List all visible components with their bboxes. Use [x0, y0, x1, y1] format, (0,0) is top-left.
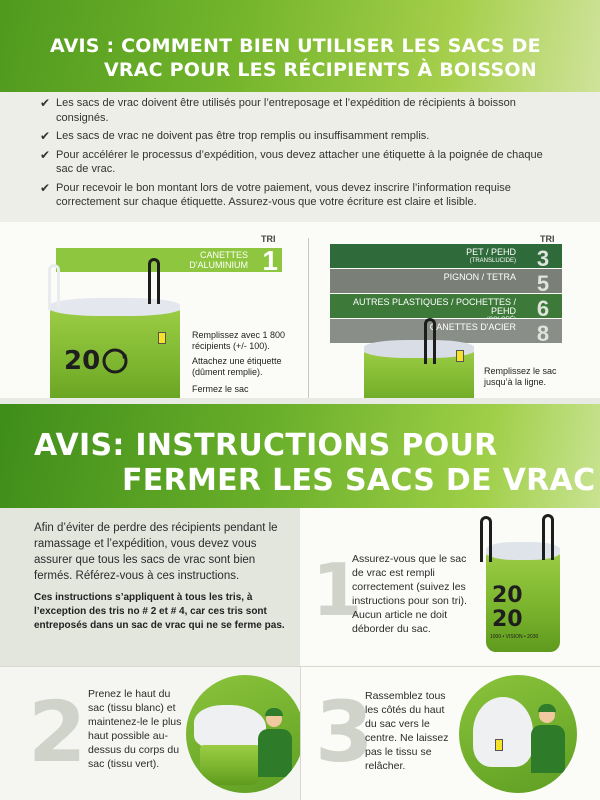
divider: [308, 238, 309, 398]
tag-icon: [158, 332, 166, 344]
checkmark-icon: ✔: [40, 180, 51, 195]
step-2-panel: [0, 666, 300, 800]
sort-numbers: [530, 246, 556, 346]
bullet-text: Pour recevoir le bon montant lors de votre paiement, vous devez inscrire l’information requise correctement sur chaque étiquette. Assurez-vous que votre écriture est claire et lisible.: [56, 181, 511, 208]
recycle-icon: [100, 346, 130, 376]
worker-cap: [265, 708, 283, 716]
sort-number: 3: [536, 246, 550, 271]
step-2-illustration: [186, 675, 304, 793]
tag-icon: [456, 350, 464, 362]
sort-rows: [330, 244, 562, 344]
step-number: 3: [315, 683, 374, 781]
cans-note-fill: Remplissez avec 1 800 récipients (+/- 100).: [192, 330, 286, 351]
top-title: [40, 34, 560, 82]
sort-sublabel: (TRANSLUCIDE): [469, 258, 516, 264]
bag-handle: [48, 264, 60, 310]
worker-figure: [531, 725, 565, 773]
tag-icon: [495, 739, 503, 751]
bullet-text: Les sacs de vrac ne doivent pas être trop remplis ou insuffisamment remplis.: [56, 130, 430, 142]
step-3-panel: [300, 666, 600, 800]
bullet-text: Pour accélérer le processus d’expédition, vous devez attacher une étiquette à la poignée de chaque sac de vrac.: [56, 148, 543, 175]
step-number: 1: [312, 548, 363, 632]
top-header-banner: [0, 0, 600, 92]
logo-tagline: 1000 • VISION • 2030: [490, 634, 539, 640]
cans-label-line1: CANETTES: [199, 250, 248, 260]
top-title-line1: AVIS : COMMENT BIEN UTILISER LES SACS DE: [50, 35, 541, 57]
logo-20: 20: [64, 346, 101, 376]
sort-label: PIGNON / TETRA: [443, 272, 516, 282]
sort-row-tetra: [330, 269, 562, 293]
top-title-line2: VRAC POUR LES RÉCIPIENTS À BOISSON: [104, 59, 537, 81]
bottom-title: [34, 428, 595, 498]
step-1-panel: [300, 508, 600, 666]
white-fabric: [194, 705, 266, 749]
top-notice-sheet: [0, 0, 600, 398]
tri-label: TRI: [540, 234, 555, 244]
cans-note-tag: Attachez une étiquette (dûment remplie).: [192, 356, 282, 377]
bullet-item: [40, 96, 560, 125]
cans-note-close: Fermez le sac: [192, 384, 249, 394]
bag-handle: [480, 516, 492, 562]
step-number: 2: [28, 683, 87, 781]
step-text: Rassemblez tous les côtés du haut du sac vers le centre. Ne laissez pas le tissu se relâcher.: [365, 690, 449, 772]
bulk-bag-illustration: [50, 308, 180, 398]
bag-top-fabric: [50, 298, 180, 316]
sort-number: 1: [262, 245, 278, 276]
bulk-bag-illustration: [486, 552, 560, 652]
worker-cap: [538, 704, 556, 712]
sort-label: PET / PEHD: [466, 247, 516, 257]
bag-body: [200, 745, 260, 785]
worker-figure: [258, 729, 292, 777]
fill-line-note: Remplissez le sac jusqu’à la ligne.: [484, 366, 557, 387]
sort-illustrations: [0, 222, 600, 398]
checkmark-icon: ✔: [40, 147, 51, 162]
tri-label: TRI: [261, 234, 276, 244]
bottom-header-banner: [0, 404, 600, 508]
bullet-text: Les sacs de vrac doivent être utilisés pour l’entreposage et l’expédition de récipients à boisson consignés.: [56, 97, 516, 124]
intro-text: Afin d’éviter de perdre des récipients pendant le ramassage et l’expédition, vous devez vous assurer que tous les sacs de vrac sont bien fermés. Référez-vous à ces instructions.: [34, 522, 278, 582]
bottom-title-line1: AVIS: INSTRUCTIONS POUR: [34, 428, 498, 463]
logo-20: 20 20: [492, 583, 523, 632]
sort-number: 6: [536, 296, 550, 321]
checkmark-icon: ✔: [40, 129, 51, 143]
sort-label: CANETTES D'ACIER: [429, 322, 516, 332]
bag-handle: [542, 514, 554, 560]
cans-label-line2: D'ALUMINIUM: [189, 260, 248, 270]
sort-label: AUTRES PLASTIQUES / POCHETTES / PEHD: [352, 297, 516, 316]
bottom-title-line2: FERMER LES SACS DE VRAC: [122, 463, 596, 498]
intro-exception-text: Ces instructions s’appliquent à tous les tris, à l’exception des tris no # 2 et # 4, car ces tris sont entreposés dans un sac de vrac qui ne se ferme pas.: [34, 592, 285, 631]
sort-row-pet: [330, 244, 562, 268]
step-text: Prenez le haut du sac (tissu blanc) et maintenez-le le plus haut possible au-dessus du corps du sac (tissu vert).: [88, 688, 182, 770]
bag-handle: [424, 318, 436, 364]
bullet-list: [0, 92, 600, 222]
white-fabric: [473, 697, 533, 767]
aluminum-cans-banner: [56, 245, 282, 276]
intro-panel: [0, 508, 300, 666]
sort-number: 8: [536, 321, 550, 346]
checkmark-icon: ✔: [40, 96, 51, 110]
bullet-item: [40, 148, 560, 177]
sort-row-plastics: [330, 294, 562, 318]
bullet-item: [40, 181, 560, 210]
sort-row-steel: [330, 319, 562, 343]
step-text: Assurez-vous que le sac de vrac est rempli correctement (suivez les instructions pour son tri). Aucun article ne doit déborder du sac.: [352, 553, 467, 635]
step-3-illustration: [459, 675, 577, 793]
bottom-notice-sheet: [0, 404, 600, 800]
sort-number: 5: [536, 271, 550, 296]
bag-handle: [148, 258, 160, 304]
bullet-item: [40, 129, 560, 144]
